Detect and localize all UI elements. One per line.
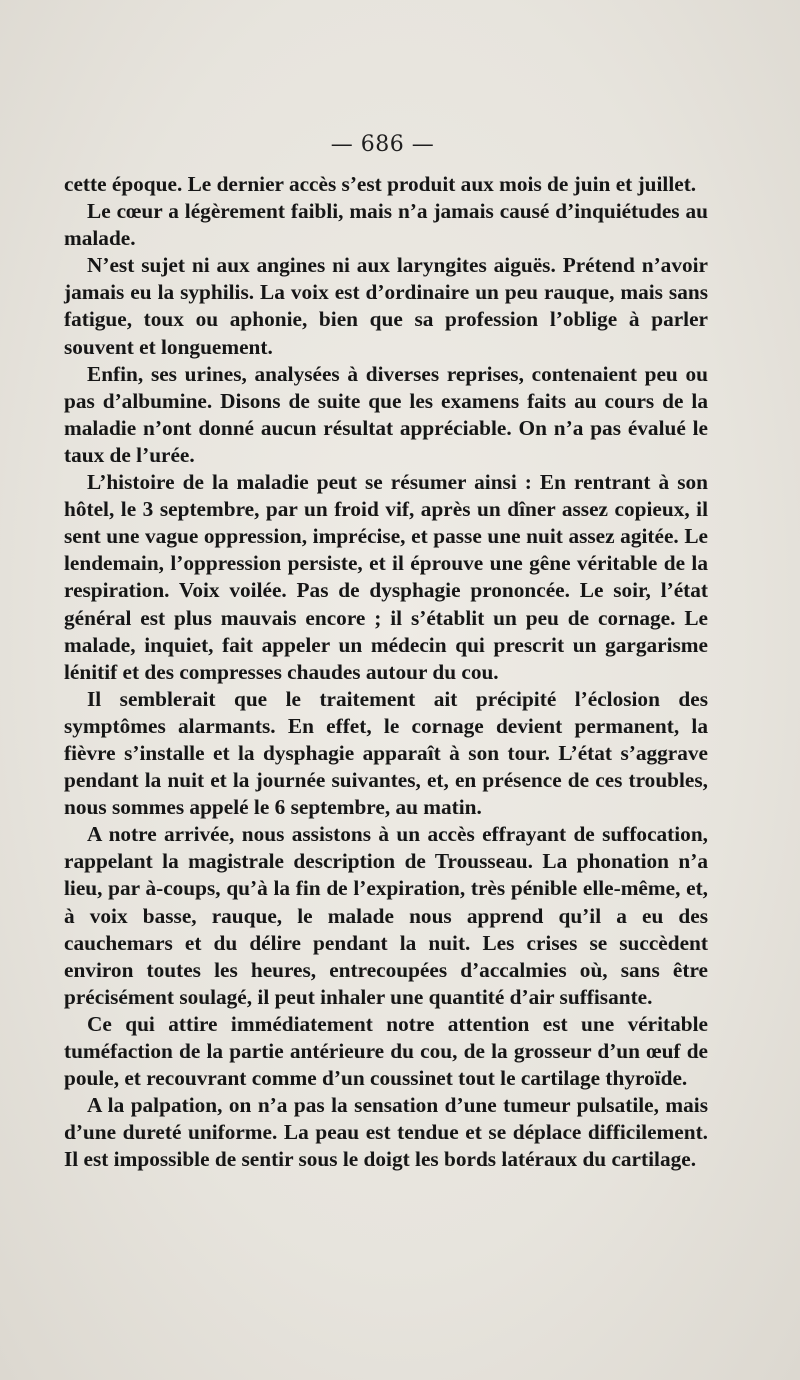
page-number: — 686 —	[330, 132, 435, 157]
paragraph-1: cette époque. Le dernier accès s’est produit aux mois de juin et juillet.	[64, 172, 697, 196]
body-text	[64, 171, 708, 1173]
paragraph-6: Il semblerait que le traitement ait précipité l’éclosion des symptômes alarmants. En effet, le cornage devient permanent, la fièvre s’installe et la dysphagie apparaît à son tour. L’état s’aggrave pendant la nuit et la journée suivantes, et, en présence de ces troubles, nous sommes appelé le 6 septembre, au matin.	[64, 686, 708, 820]
paragraph-3: N’est sujet ni aux angines ni aux laryngites aiguës. Prétend n’avoir jamais eu la syphilis. La voix est d’ordinaire un peu rauque, mais sans fatigue, toux ou aphonie, bien que sa profession l’oblige à parler souvent et longuement.	[64, 253, 708, 359]
paragraph-5: L’histoire de la maladie peut se résumer ainsi : En rentrant à son hôtel, le 3 septembre, par un froid vif, après un dîner assez copieux, il sent une vague oppression, imprécise, et passe une nuit assez agitée. Le lendemain, l’oppression persiste, et il éprouve une gêne véritable de la respiration. Voix voilée. Pas de dysphagie prononcée. Le soir, l’état général est plus mauvais encore ; il s’établit un peu de cornage. Le malade, inquiet, fait appeler un médecin qui prescrit un gargarisme lénitif et des compresses chaudes autour du cou.	[64, 470, 708, 684]
paragraph-2: Le cœur a légèrement faibli, mais n’a jamais causé d’inquiétudes au malade.	[64, 199, 708, 251]
paragraph-4: Enfin, ses urines, analysées à diverses reprises, contenaient peu ou pas d’albumine. Disons de suite que les examens faits au cours de la maladie n’ont donné aucun résultat appréciable. On n’a pas évalué le taux de l’urée.	[64, 361, 708, 467]
paragraph-9: A la palpation, on n’a pas la sensation d’une tumeur pulsatile, mais d’une dureté uniforme. La peau est tendue et se déplace difficilement. Il est impossible de sentir sous le doigt les bords latéraux du cartilage.	[64, 1093, 708, 1172]
paragraph-7: A notre arrivée, nous assistons à un accès effrayant de suffocation, rappelant la magistrale description de Trousseau. La phonation n’a lieu, par à-coups, qu’à la fin de l’expiration, très pénible elle-même, et, à voix basse, rauque, le malade nous apprend qu’il a eu des cauchemars et du délire pendant la nuit. Les crises se succèdent environ toutes les heures, entrecoupées d’accalmies où, sans être précisément soulagé, il peut inhaler une quantité d’air suffisante.	[64, 822, 708, 1009]
paragraph-8: Ce qui attire immédiatement notre attention est une véritable tuméfaction de la partie antérieure du cou, de la grosseur d’un œuf de poule, et recouvrant comme d’un coussinet tout le cartilage thyroïde.	[64, 1011, 708, 1091]
